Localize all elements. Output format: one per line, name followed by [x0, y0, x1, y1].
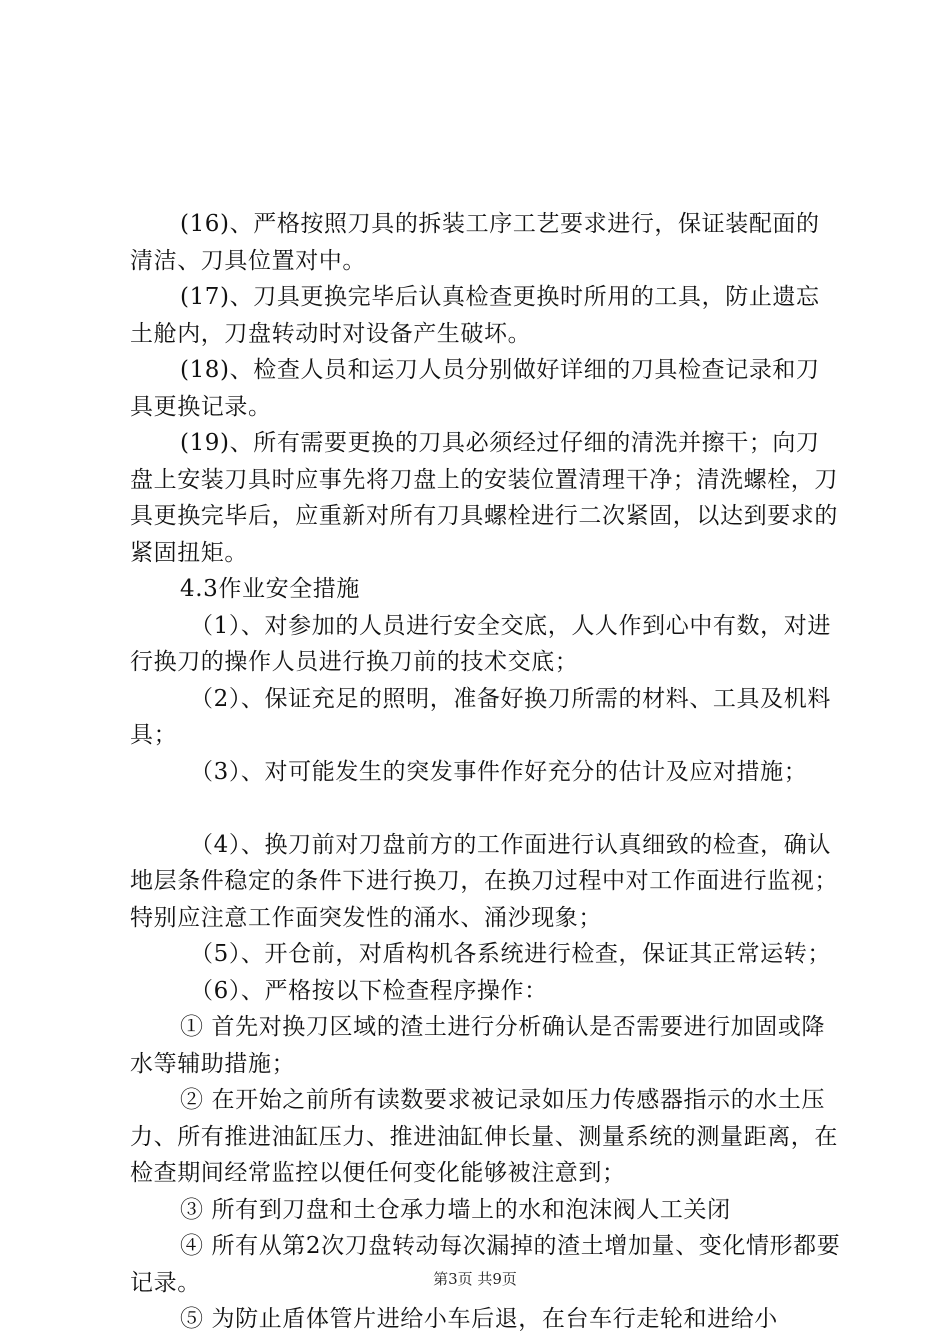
paragraph: （6）、严格按以下检查程序操作：: [190, 977, 548, 1004]
paragraph: (16)、严格按照刀具的拆装工序工艺要求进行，保证装配面的清洁、刀具位置对中。: [130, 211, 820, 274]
paragraph: ① 首先对换刀区域的渣土进行分析确认是否需要进行加固或降水等辅助措施；: [130, 1014, 826, 1077]
paragraph: （5）、开仓前，对盾构机各系统进行检查，保证其正常运转；: [190, 941, 831, 967]
paragraph: （2）、保证充足的照明，准备好换刀所需的材料、工具及机料具；: [130, 685, 831, 748]
page-footer: 第3页 共9页: [433, 1270, 517, 1288]
paragraph: ② 在开始之前所有读数要求被记录如压力传感器指示的水土压力、所有推进油缸压力、推进油缸伸长量、测量系统的测量距离，在检查期间经常监控以便任何变化能够被注意到；: [130, 1087, 838, 1186]
paragraph: (19)、所有需要更换的刀具必须经过仔细的清洗并擦干；向刀盘上安装刀具时应事先将刀盘上的安装位置清理干净；清洗螺栓，刀具更换完毕后，应重新对所有刀具螺栓进行二次紧固，以达到要求的紧固扭矩。: [130, 430, 838, 566]
paragraph: (18)、检查人员和运刀人员分别做好详细的刀具检查记录和刀具更换记录。: [130, 357, 820, 420]
document-body: [130, 206, 842, 1338]
blank-line: [130, 790, 842, 827]
paragraph: （3）、对可能发生的突发事件作好充分的估计及应对措施；: [190, 758, 808, 785]
paragraph: （1）、对参加的人员进行安全交底，人人作到心中有数，对进行换刀的操作人员进行换刀前的技术交底；: [130, 612, 831, 675]
paragraph: (17)、刀具更换完毕后认真检查更换时所用的工具，防止遗忘土舱内，刀盘转动时对设备产生破坏。: [130, 284, 820, 347]
paragraph: ⑤ 为防止盾体管片进给小车后退，在台车行走轮和进给小: [180, 1306, 778, 1332]
paragraph: 4.3作业安全措施: [180, 576, 360, 602]
paragraph: ④ 所有从第2次刀盘转动每次漏掉的渣土增加量、变化情形都要记录。: [130, 1233, 841, 1296]
paragraph: ③ 所有到刀盘和土仓承力墙上的水和泡沫阀人工关闭: [180, 1196, 731, 1223]
paragraph: （4）、换刀前对刀盘前方的工作面进行认真细致的检查，确认地层条件稳定的条件下进行换刀，在换刀过程中对工作面进行监视；特别应注意工作面突发性的涌水、涌沙现象；: [130, 831, 838, 931]
